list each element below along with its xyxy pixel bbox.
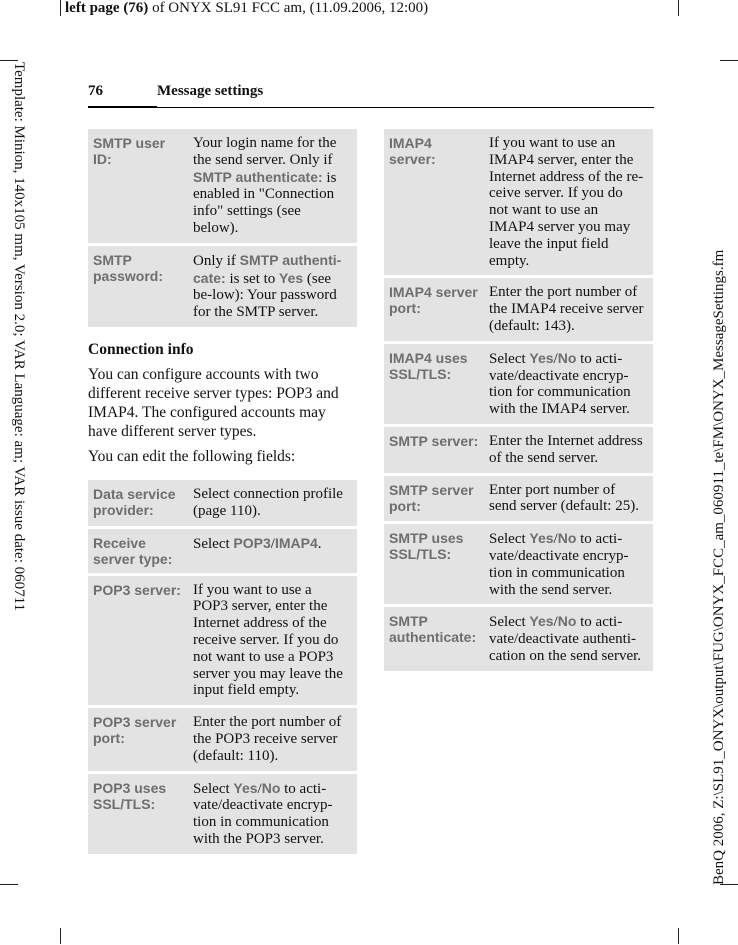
settings-table-smtp-login [88, 129, 357, 330]
setting-description [485, 129, 653, 278]
setting-term: Data service provider: [88, 480, 189, 529]
print-info-line [65, 0, 428, 17]
page-header [88, 80, 654, 108]
setting-term: SMTP server port: [384, 476, 485, 525]
description-text: is set to [225, 270, 280, 287]
ui-term: POP3 [233, 534, 271, 551]
ui-term: Yes [529, 613, 554, 630]
crop-mark [0, 60, 18, 61]
right-column [384, 129, 653, 674]
description-text: Select [489, 531, 530, 548]
setting-description [485, 344, 653, 427]
section-paragraph: You can edit the following fields: [88, 447, 296, 465]
file-path-vertical: BenQ 2006, Z:\SL91_ONYX\output\FUG\ONYX_FCC_am_060911_te\FM\ONYX_MessageSettings.fm [711, 249, 727, 885]
ui-term: No [557, 613, 577, 630]
settings-table-connection [88, 480, 357, 857]
description-text: Only if [193, 252, 240, 269]
left-column [88, 129, 357, 857]
setting-description [189, 129, 357, 246]
crop-mark [678, 0, 679, 16]
description-text: / [270, 535, 275, 552]
setting-description [485, 524, 653, 607]
setting-description [485, 476, 653, 525]
setting-term: SMTP server: [384, 427, 485, 476]
ui-term: No [261, 779, 281, 796]
setting-description [189, 246, 357, 330]
description-text: Your login name for the the send server. Only if [193, 135, 337, 168]
setting-row [88, 576, 357, 709]
setting-term: SMTP password: [88, 246, 189, 330]
description-text: Enter the Internet address of the send server. [489, 432, 643, 466]
description-text: (see be-low): Your password for the SMTP server. [193, 270, 337, 321]
crop-mark [0, 884, 18, 885]
crop-mark [60, 928, 61, 944]
setting-row [384, 607, 653, 673]
description-text: Enter the port number of the POP3 receive server (default: 110). [193, 714, 342, 764]
description-text: is enabled in "Connection info" settings (see below). [193, 169, 337, 236]
ui-term: Yes [279, 269, 304, 286]
crop-mark [678, 928, 679, 944]
description-text: Select [193, 780, 234, 797]
setting-row [384, 476, 653, 525]
description-text: / [553, 531, 558, 548]
crop-mark [720, 60, 738, 61]
setting-term: POP3 server: [88, 576, 189, 709]
ui-term: Yes [233, 779, 258, 796]
ui-term: No [557, 349, 577, 366]
setting-description [189, 529, 357, 576]
description-text: / [553, 350, 558, 367]
description-text: If you want to use a POP3 server, enter the Internet address of the receive server. If you do not want to use a POP3 server you may leave the input field empty. [193, 581, 343, 699]
setting-term: IMAP4 uses SSL/TLS: [384, 344, 485, 427]
description-text: . [317, 535, 322, 552]
description-text: to acti-vate/deactivate encryp-tion for communication with the IMAP4 server. [489, 350, 631, 418]
section-heading: Connection info [88, 340, 194, 358]
print-info-details: of ONYX SL91 FCC am, (11.09.2006, 12:00) [148, 0, 429, 16]
ui-term: Yes [529, 530, 554, 547]
setting-row [88, 774, 357, 857]
ui-term: SMTP authenticate: [193, 168, 323, 185]
header-rule [157, 107, 654, 108]
setting-row [88, 129, 357, 246]
description-text: Select [489, 614, 530, 631]
setting-description [189, 774, 357, 857]
description-text: / [257, 780, 262, 797]
header-rule-accent [88, 106, 157, 108]
section-paragraph: You can configure accounts with two different receive server types: POP3 and IMAP4. The configured accounts may have different server types. [88, 365, 339, 440]
settings-table-servers [384, 129, 653, 674]
description-text: / [553, 614, 558, 631]
setting-row [88, 708, 357, 773]
ui-term: No [557, 530, 577, 547]
setting-row [384, 278, 653, 343]
ui-term: Yes [529, 349, 554, 366]
description-text: to acti-vate/deactivate encryp-tion in communication with the send server. [489, 531, 629, 598]
description-text: Enter the port number of the IMAP4 receive server (default: 143). [489, 284, 644, 334]
connection-info-section [88, 340, 357, 466]
description-text: to acti-vate/deactivate authenti-cation on the send server. [489, 614, 642, 664]
description-text: Select [193, 535, 234, 552]
setting-row [384, 129, 653, 278]
crop-mark [60, 0, 61, 16]
setting-term: Receive server type: [88, 529, 189, 576]
ui-term: IMAP4 [274, 534, 318, 551]
setting-term: SMTP uses SSL/TLS: [384, 524, 485, 607]
setting-row [88, 246, 357, 330]
template-info-vertical: Template: Minion, 140x105 mm, Version 2.0; VAR Language: am; VAR issue date: 060711 [11, 62, 27, 612]
setting-description [189, 708, 357, 773]
setting-row [384, 524, 653, 607]
setting-description [189, 576, 357, 709]
description-text: Select [489, 350, 530, 367]
setting-term: SMTP user ID: [88, 129, 189, 246]
page-number: 76 [88, 83, 103, 99]
print-info-page: left page (76) [65, 0, 149, 16]
setting-description [485, 427, 653, 476]
setting-row [88, 480, 357, 529]
setting-description [485, 607, 653, 673]
setting-row [384, 344, 653, 427]
setting-description [189, 480, 357, 529]
setting-term: POP3 uses SSL/TLS: [88, 774, 189, 857]
setting-term: SMTP authenticate: [384, 607, 485, 673]
description-text: Enter port number of send server (default: 25). [489, 481, 639, 515]
page-title: Message settings [157, 83, 264, 99]
setting-description [485, 278, 653, 343]
setting-term: IMAP4 server: [384, 129, 485, 278]
description-text: to acti-vate/deactivate encryp-tion in communication with the POP3 server. [193, 780, 333, 847]
description-text: If you want to use an IMAP4 server, enter the Internet address of the re-ceive server. If you do not want to use an IMAP4 server you may leave the input field empty. [489, 135, 644, 269]
setting-row [88, 529, 357, 576]
description-text: Select connection profile (page 110). [193, 485, 343, 519]
ui-term: SMTP authenti-cate: [193, 251, 342, 286]
setting-row [384, 427, 653, 476]
setting-term: POP3 server port: [88, 708, 189, 773]
setting-term: IMAP4 server port: [384, 278, 485, 343]
